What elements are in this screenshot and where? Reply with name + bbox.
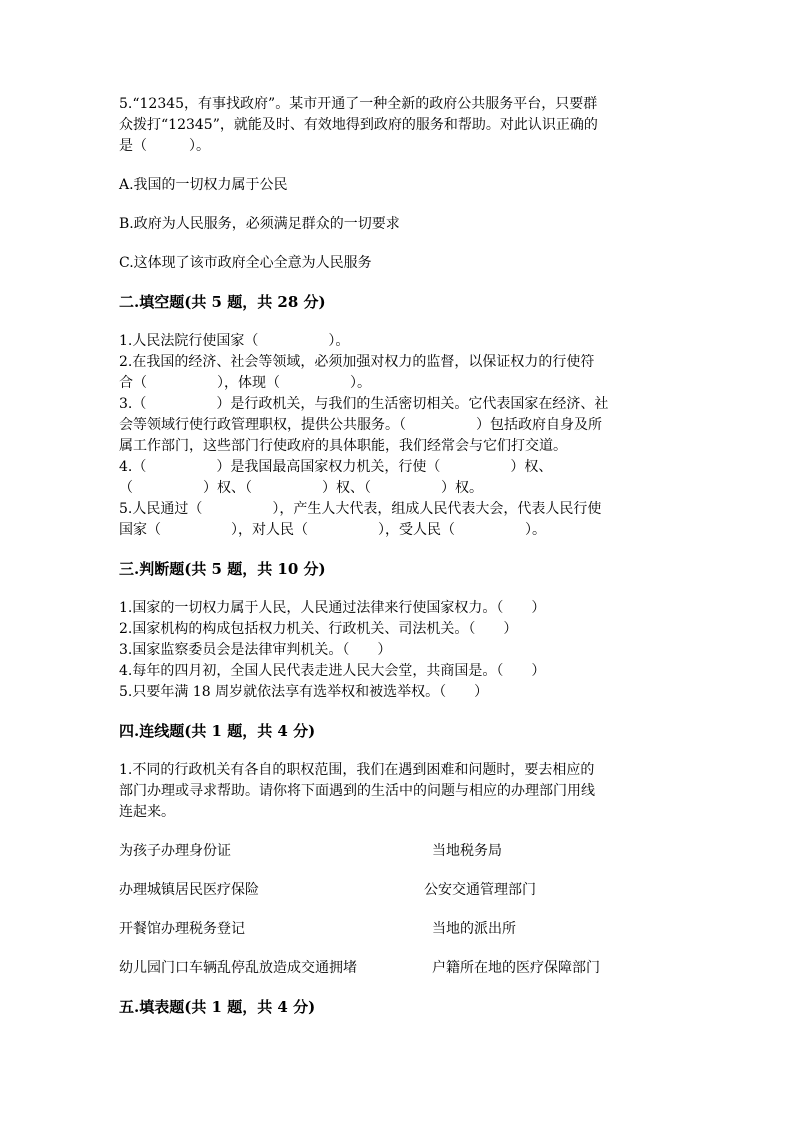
match-left-item: 幼儿园门口车辆乱停乱放造成交通拥堵 (119, 960, 357, 976)
match-row (119, 841, 675, 862)
match-right-item: 当地的派出所 (432, 921, 516, 937)
fill-line: 2.在我国的经济、社会等领域，必须加强对权力的监督，以保证权力的行使符 (119, 354, 595, 370)
q5-option-a: A.我国的一切权力属于公民 (119, 177, 288, 193)
judge-line: 4.每年的四月初，全国人民代表走进人民大会堂，共商国是。（ ） (119, 663, 546, 679)
section3-heading: 三.判断题(共 5 题，共 10 分) (119, 560, 326, 578)
q5-stem-line2: 众拨打“12345”，就能及时、有效地得到政府的服务和帮助。对此认识正确的 (119, 117, 598, 133)
match-left-item: 办理城镇居民医疗保险 (119, 882, 259, 898)
q5-option-c: C.这体现了该市政府全心全意为人民服务 (119, 255, 372, 271)
fill-line: 属工作部门，这些部门行使政府的具体职能，我们经常会与它们打交道。 (119, 438, 567, 454)
match-right-item: 户籍所在地的医疗保障部门 (432, 960, 600, 976)
q5-option-b: B.政府为人民服务，必须满足群众的一切要求 (119, 216, 400, 232)
match-left-item: 为孩子办理身份证 (119, 843, 231, 859)
fill-line: 4.（ ）是我国最高国家权力机关，行使（ ）权、 (119, 459, 553, 475)
match-left-item: 开餐馆办理税务登记 (119, 921, 245, 937)
q5-stem-line3: 是（ ）。 (119, 138, 210, 154)
match-stem-line: 部门办理或寻求帮助。请你将下面遇到的生活中的问题与相应的办理部门用线 (119, 783, 595, 799)
match-stem-line: 连起来。 (119, 804, 175, 820)
fill-line: 国家（ ），对人民（ ），受人民（ ）。 (119, 522, 546, 538)
fill-line: 1.人民法院行使国家（ ）。 (119, 333, 350, 349)
match-row (119, 958, 675, 979)
fill-line: 3.（ ）是行政机关，与我们的生活密切相关。它代表国家在经济、社 (119, 396, 609, 412)
worksheet-page (119, 94, 675, 1018)
judge-line: 5.只要年满 18 周岁就依法享有选举权和被选举权。（ ） (119, 684, 489, 700)
fill-line: 5.人民通过（ ），产生人大代表，组成人民代表大会，代表人民行使 (119, 501, 602, 517)
section4-heading: 四.连线题(共 1 题，共 4 分) (119, 722, 316, 740)
fill-line: （ ）权、（ ）权、（ ）权。 (119, 480, 483, 496)
match-right-item: 当地税务局 (432, 843, 502, 859)
match-right-item: 公安交通管理部门 (424, 882, 536, 898)
fill-line: 会等领域行使行政管理职权，提供公共服务。（ ）包括政府自身及所 (119, 417, 602, 433)
match-row (119, 919, 675, 940)
judge-line: 2.国家机构的构成包括权力机关、行政机关、司法机关。（ ） (119, 621, 518, 637)
judge-line: 3.国家监察委员会是法律审判机关。（ ） (119, 642, 392, 658)
match-stem-line: 1.不同的行政机关有各自的职权范围，我们在遇到困难和问题时，要去相应的 (119, 762, 595, 778)
fill-line: 合（ ），体现（ ）。 (119, 375, 371, 391)
section2-heading: 二.填空题(共 5 题，共 28 分) (119, 293, 326, 311)
q5-stem-line1: 5.“12345，有事找政府”。某市开通了一种全新的政府公共服务平台，只要群 (119, 96, 598, 112)
judge-line: 1.国家的一切权力属于人民，人民通过法律来行使国家权力。（ ） (119, 600, 546, 616)
section5-heading: 五.填表题(共 1 题，共 4 分) (119, 998, 316, 1016)
match-row (119, 880, 675, 901)
